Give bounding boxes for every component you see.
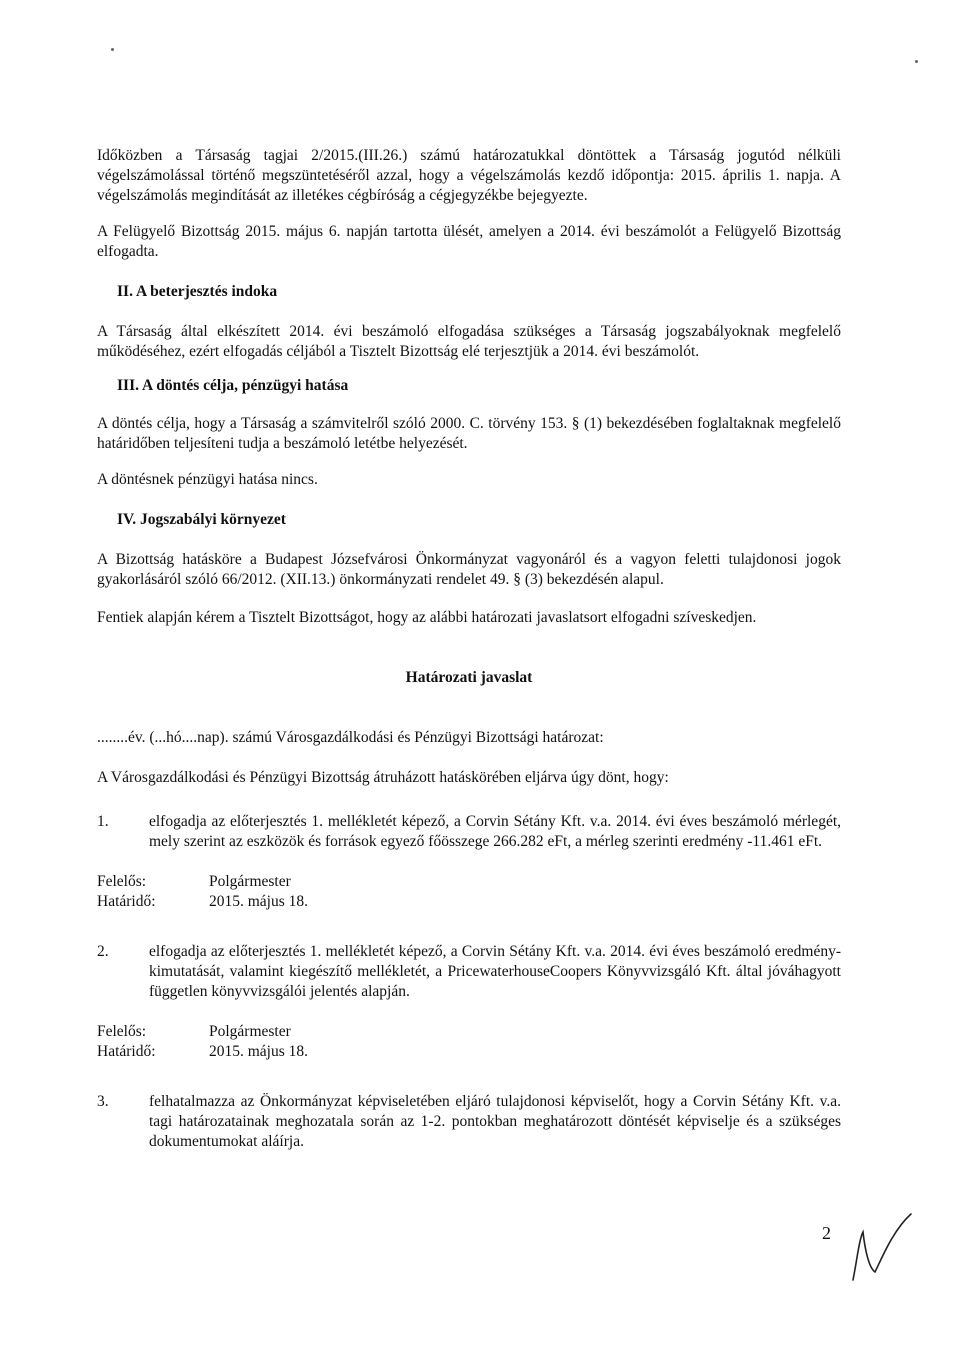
section-3-text-1: A döntés célja, hogy a Társaság a számvitelről szóló 2000. C. törvény 153. § (1) bekezdésében foglaltaknak megfelelő határidőben teljesíteni tudja a beszámoló letétbe helyezését. (97, 415, 841, 452)
proposal-intro: A Városgazdálkodási és Pénzügyi Bizottság átruházott hatáskörében eljárva úgy dönt, hogy: (97, 769, 669, 786)
closing-paragraph: Fentiek alapján kérem a Tisztelt Bizottságot, hogy az alábbi határozati javaslatsort elfogadni szíveskedjen. (97, 609, 757, 626)
deadline-row (97, 892, 841, 912)
proposal-reference: ........év. (...hó....nap). számú Városgazdálkodási és Pénzügyi Bizottsági határozat: (97, 729, 604, 746)
responsible-row (97, 872, 841, 892)
proposal-title: Határozati javaslat (405, 669, 533, 686)
deadline-row (97, 1042, 841, 1062)
deadline-value: 2015. május 18. (209, 893, 309, 910)
item-text: felhatalmazza az Önkormányzat képviseletében eljáró tulajdonosi képviselőt, hogy a Corvin Sétány Kft. v.a. tagi határozatainak meghozatala során az 1-2. pontokban meghatározott döntését képviselje és a szükséges dokumentumokat aláírja. (149, 1093, 841, 1150)
responsible-row (97, 1022, 841, 1042)
deadline-label: Határidő: (97, 893, 156, 910)
page-number: 2 (822, 1223, 831, 1243)
responsible-value: Polgármester (209, 873, 291, 890)
intro-paragraph-1: Időközben a Társaság tagjai 2/2015.(III.26.) számú határozatukkal döntöttek a Társaság jogutód nélküli végelszámolással történő megszüntetéséről azzal, hogy a végelszámolás kezdő időpontja: 2015. április 1. napja. A végelszámolás megindítását az illetékes cégbíróság a cégjegyzékbe bejegyezte. (97, 147, 841, 204)
deadline-label: Határidő: (97, 1043, 156, 1060)
deadline-value: 2015. május 18. (209, 1043, 309, 1060)
section-3-title: III. A döntés célja, pénzügyi hatása (117, 377, 349, 394)
document-body (97, 146, 841, 1152)
intro-paragraph-2: A Felügyelő Bizottság 2015. május 6. napján tartotta ülését, amelyen a 2014. évi beszámolót a Felügyelő Bizottság elfogadta. (97, 223, 841, 260)
initials-signature (845, 1210, 915, 1290)
section-2-text: A Társaság által elkészített 2014. évi beszámoló elfogadása szükséges a Társaság jogszabályoknak megfelelő működéséhez, ezért elfogadás céljából a Tisztelt Bizottság elé terjesztjük a 2014. évi beszámolót. (97, 323, 841, 360)
item-number: 3. (97, 1093, 109, 1110)
responsible-value: Polgármester (209, 1023, 291, 1040)
item-number: 1. (97, 813, 109, 830)
scan-speck (111, 48, 114, 51)
item-text: elfogadja az előterjesztés 1. mellékletét képező, a Corvin Sétány Kft. v.a. 2014. évi éves beszámoló mérlegét, mely szerint az eszközök és források egyező főösszege 266.282 eFt, a mérleg szerinti eredmény -11.461 eFt. (149, 813, 841, 850)
scan-speck (915, 60, 918, 63)
item-number: 2. (97, 943, 109, 960)
proposal-item-2 (97, 942, 841, 1002)
section-2-title: II. A beterjesztés indoka (117, 283, 278, 300)
responsible-label: Felelős: (97, 873, 147, 890)
proposal-item-3 (97, 1092, 841, 1152)
proposal-item-1 (97, 812, 841, 852)
item-text: elfogadja az előterjesztés 1. mellékletét képező, a Corvin Sétány Kft. v.a. 2014. évi éves beszámoló eredmény-kimutatását, valamint kiegészítő mellékletét, a PricewaterhouseCoopers Könyvvizsgáló Kft. által jóváhagyott független könyvvizsgálói jelentés alapján. (149, 943, 841, 1000)
section-4-text: A Bizottság hatásköre a Budapest Józsefvárosi Önkormányzat vagyonáról és a vagyon feletti tulajdonosi jogok gyakorlásáról szóló 66/2012. (XII.13.) önkormányzati rendelet 49. § (3) bekezdésén alapul. (97, 551, 841, 588)
section-4-title: IV. Jogszabályi környezet (117, 511, 286, 528)
section-3-text-2: A döntésnek pénzügyi hatása nincs. (97, 471, 318, 488)
responsible-label: Felelős: (97, 1023, 147, 1040)
